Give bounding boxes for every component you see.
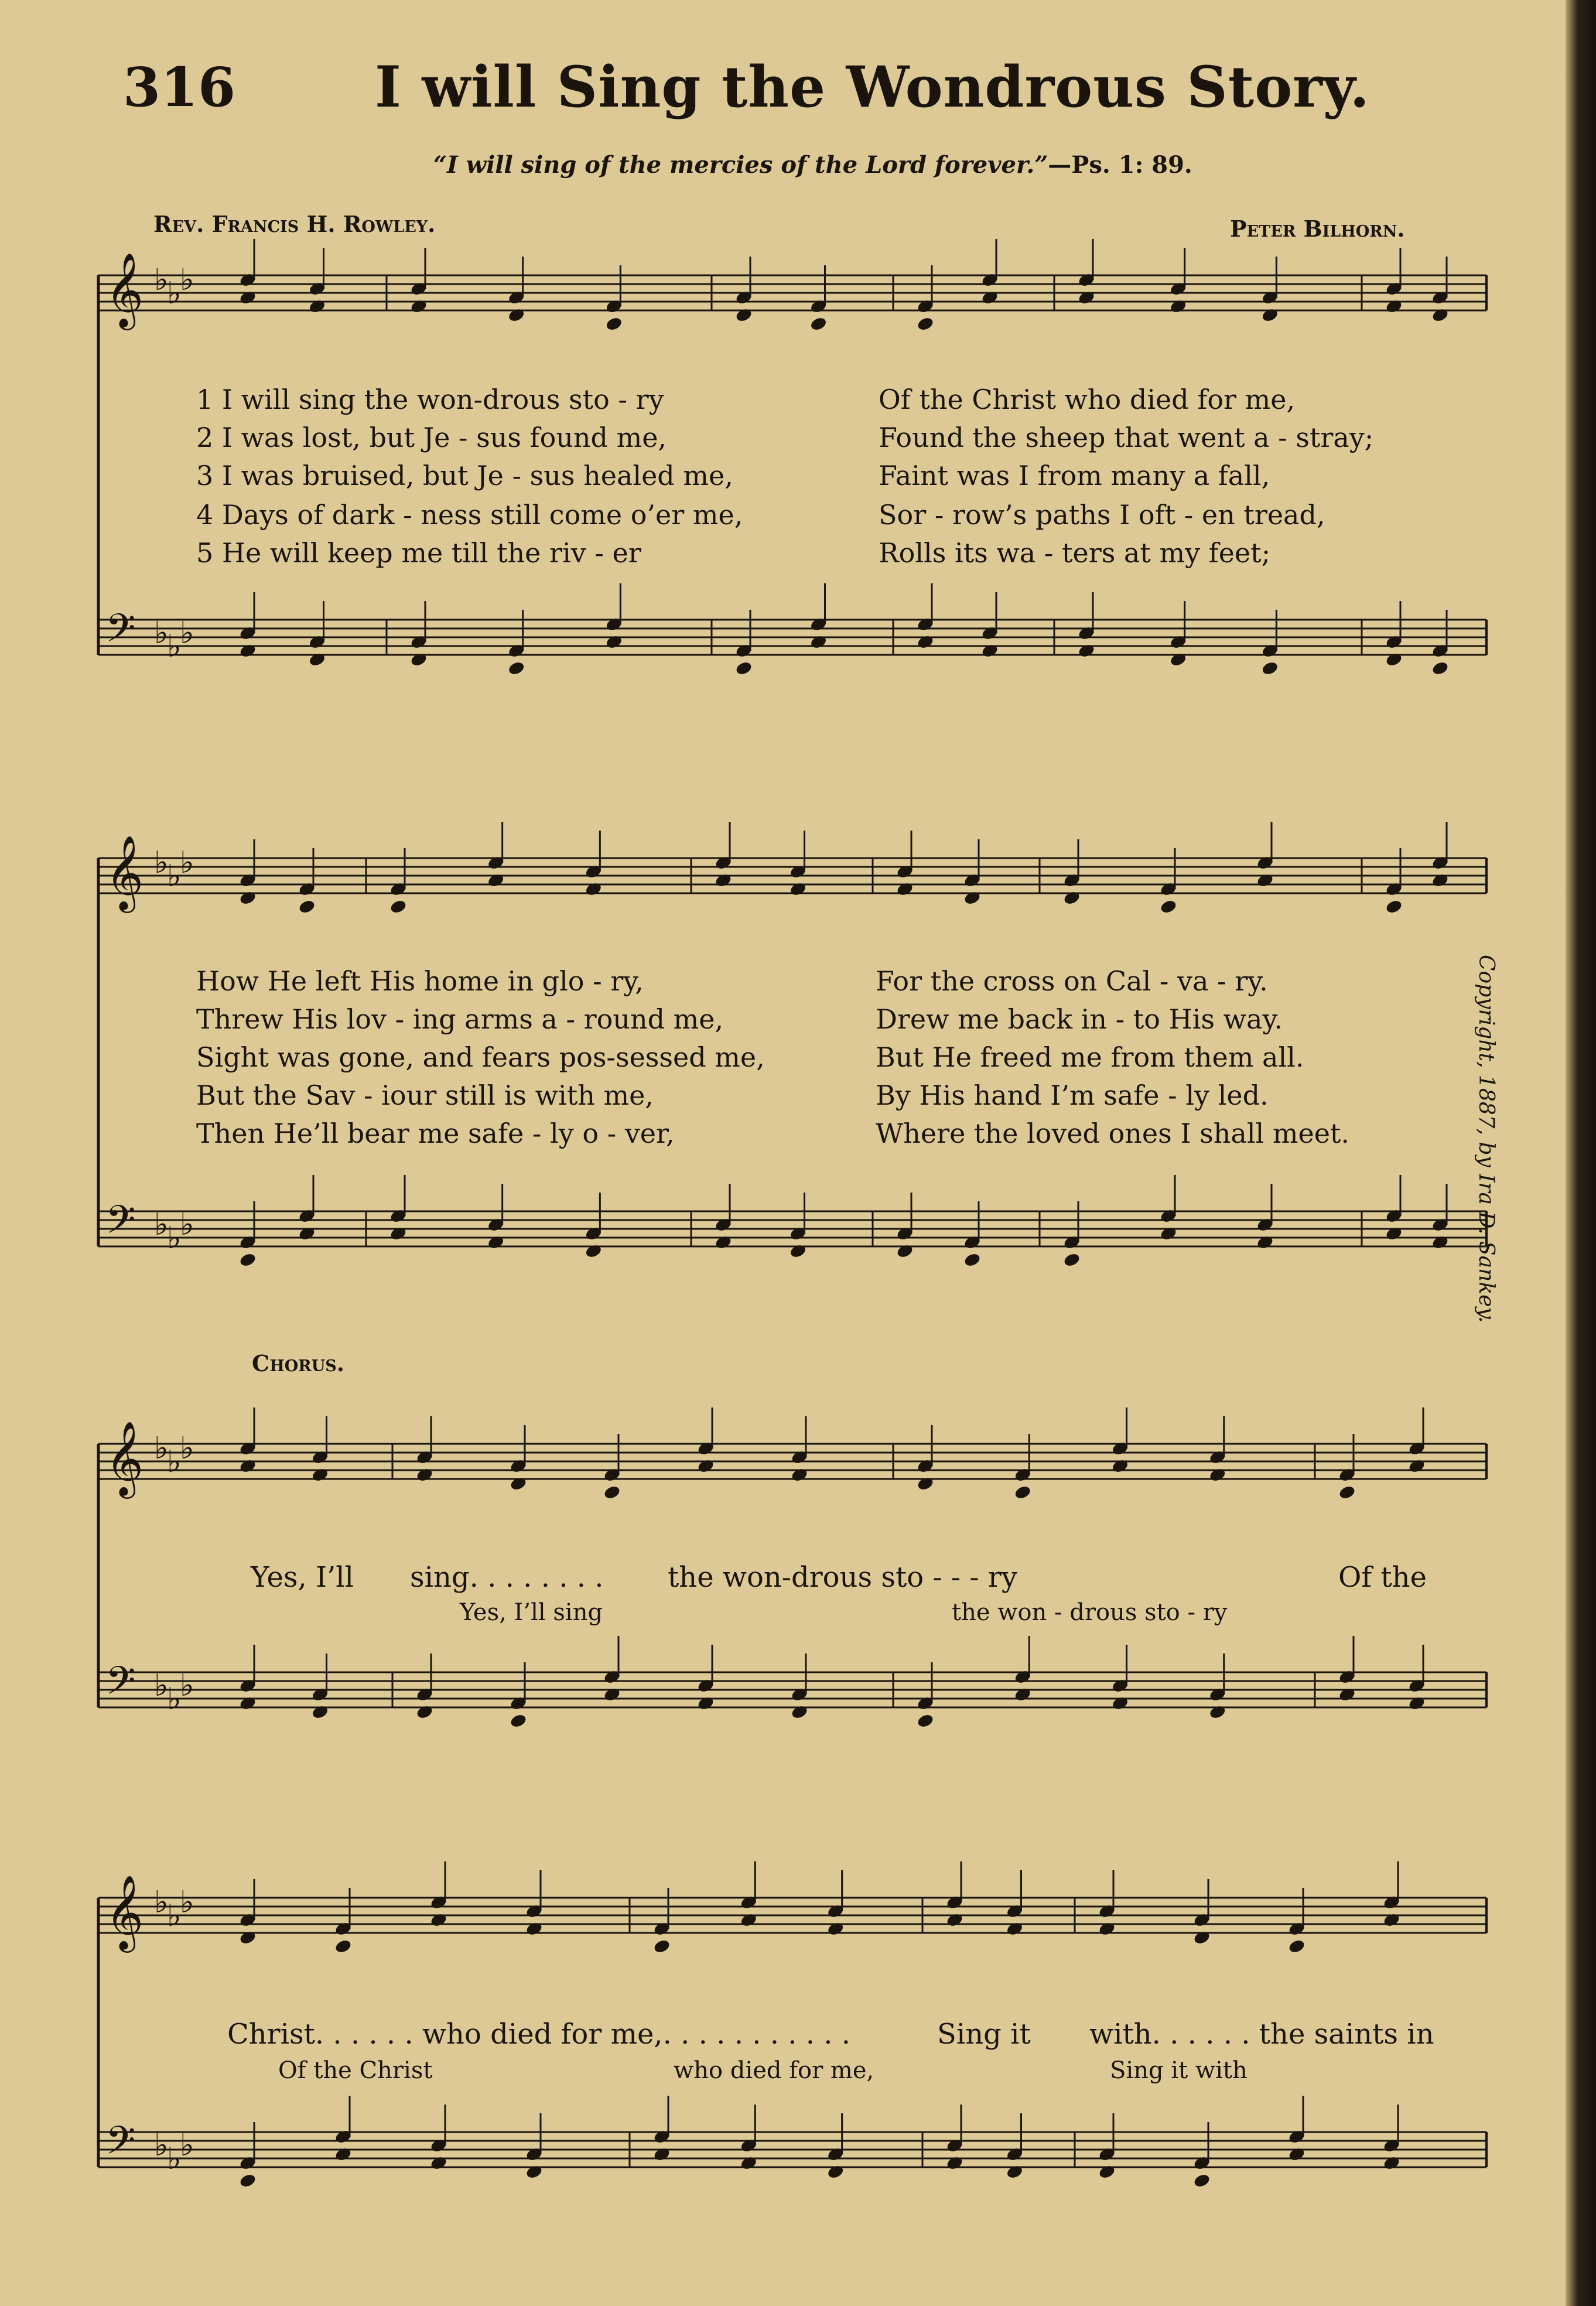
note-head	[507, 660, 525, 676]
note-head	[809, 634, 828, 650]
verse-line: Sight was gone, and fears pos-sessed me,	[196, 1041, 765, 1073]
note-head	[1098, 1921, 1116, 1936]
note-head	[1208, 1704, 1226, 1720]
note-head	[308, 298, 326, 314]
chorus-sublyric: Sing it with	[1110, 2057, 1248, 2084]
note-head	[1256, 872, 1274, 888]
note-head	[896, 1243, 914, 1259]
note-head	[652, 1938, 671, 1954]
note-head	[1385, 651, 1403, 667]
note-head	[238, 1695, 257, 1711]
note-head	[740, 1912, 758, 1928]
chorus-sublyric: Of the Christ	[278, 2057, 433, 2084]
note-head	[652, 2146, 671, 2162]
note-head	[1014, 1686, 1032, 1702]
note-head	[238, 1929, 257, 1945]
note-head	[1382, 2155, 1400, 2171]
epigraph-reference: —Ps. 1: 89.	[1048, 151, 1192, 179]
note-head	[603, 1686, 621, 1702]
bass-clef-icon: 𝄢	[105, 1197, 136, 1252]
note-head	[238, 2172, 257, 2188]
flat-icon: ♭	[154, 262, 169, 298]
note-head	[789, 1243, 807, 1259]
flat-icon: ♭	[180, 845, 194, 880]
flat-icon: ♭	[167, 276, 182, 311]
note-head	[809, 316, 828, 332]
note-head	[734, 307, 753, 323]
note-head	[525, 1921, 543, 1936]
note-head	[1338, 1686, 1356, 1702]
note-head	[1287, 2146, 1305, 2162]
note-head	[311, 1704, 329, 1720]
note-head	[409, 651, 428, 667]
flat-icon: ♭	[167, 1221, 182, 1256]
flat-icon: ♭	[167, 1898, 182, 1933]
verse-line: By His hand I’m safe - ly led.	[876, 1079, 1269, 1111]
composer-credit: Peter Bilhorn.	[1230, 216, 1405, 242]
note-head	[1431, 660, 1449, 676]
note-head	[1014, 1484, 1032, 1500]
verse-line: 2 I was lost, but Je - sus found me,	[196, 422, 667, 453]
verse-line: How He left His home in glo - ry,	[196, 965, 644, 997]
note-head	[1077, 289, 1095, 305]
note-head	[238, 1252, 257, 1268]
note-head	[1431, 1234, 1449, 1250]
note-head	[238, 643, 257, 658]
note-head	[790, 1704, 808, 1720]
note-head	[429, 2155, 447, 2171]
note-head	[1077, 643, 1095, 658]
note-head	[696, 1458, 715, 1474]
note-head	[298, 1225, 316, 1241]
note-head	[740, 2155, 758, 2171]
note-head	[789, 881, 807, 897]
note-head	[415, 1467, 433, 1482]
note-head	[409, 298, 428, 314]
chorus-sublyric: who died for me,	[674, 2057, 874, 2084]
chorus-sublyric: the won - drous sto - ry	[952, 1599, 1228, 1626]
verse-line: Then He’ll bear me safe - ly o - ver,	[196, 1118, 675, 1149]
chorus-label: Chorus.	[252, 1350, 344, 1376]
verse-line: Drew me back in - to His way.	[876, 1003, 1283, 1035]
chorus-lyric: Sing it	[937, 2018, 1031, 2051]
flat-icon: ♭	[167, 1682, 182, 1717]
note-head	[896, 881, 914, 897]
note-head	[963, 890, 981, 906]
bass-clef-icon: 𝄢	[105, 1658, 136, 1713]
note-head	[334, 1938, 352, 1954]
note-head	[1192, 1929, 1211, 1945]
note-head	[1169, 651, 1187, 667]
note-head	[916, 316, 934, 332]
note-head	[916, 1713, 934, 1728]
verse-line: Where the loved ones I shall meet.	[876, 1118, 1350, 1149]
verse-line: For the cross on Cal - va - ry.	[876, 965, 1268, 997]
note-head	[1287, 1938, 1305, 1954]
flat-icon: ♭	[154, 1885, 169, 1920]
verse-line: 5 He will keep me till the riv - er	[196, 537, 641, 569]
flat-icon: ♭	[180, 1885, 194, 1920]
flat-icon: ♭	[154, 1668, 169, 1703]
note-head	[605, 634, 623, 650]
hymn-title: I will Sing the Wondrous Story.	[375, 54, 1370, 120]
flat-icon: ♭	[154, 2128, 169, 2163]
note-head	[1256, 1234, 1274, 1250]
note-head	[238, 1458, 257, 1474]
flat-icon: ♭	[180, 1668, 194, 1703]
treble-clef-icon: 𝄞	[105, 252, 144, 327]
note-head	[1192, 2172, 1211, 2188]
note-head	[826, 1921, 845, 1936]
note-head	[1098, 2164, 1116, 2179]
note-head	[605, 316, 623, 332]
note-head	[1208, 1467, 1226, 1482]
chorus-lyric: Yes, I’ll	[251, 1561, 354, 1594]
flat-icon: ♭	[180, 1207, 194, 1242]
flat-icon: ♭	[154, 1207, 169, 1242]
verse-line: But He freed me from them all.	[876, 1041, 1304, 1073]
chorus-sublyric: Yes, I’ll sing	[460, 1599, 603, 1626]
note-head	[585, 1243, 603, 1259]
note-head	[311, 1467, 329, 1482]
note-head	[916, 1475, 934, 1491]
verse-line: But the Sav - iour still is with me,	[196, 1079, 654, 1111]
note-head	[1062, 1252, 1081, 1268]
note-head	[487, 1234, 505, 1250]
note-head	[1385, 899, 1403, 914]
note-head	[1431, 872, 1449, 888]
verse-line: Of the Christ who died for me,	[879, 384, 1296, 415]
flat-icon: ♭	[180, 262, 194, 298]
flat-icon: ♭	[167, 859, 182, 894]
note-head	[507, 307, 525, 323]
note-head	[945, 2155, 963, 2171]
verse-line: Threw His lov - ing arms a - round me,	[196, 1003, 724, 1035]
verse-line: 4 Days of dark - ness still come o’er me,	[196, 499, 743, 531]
flat-icon: ♭	[167, 2141, 182, 2177]
verse-line: Found the sheep that went a - stray;	[879, 422, 1374, 453]
note-head	[714, 1234, 732, 1250]
chorus-lyric: sing. . . . . . . .	[410, 1561, 604, 1594]
note-head	[1385, 298, 1403, 314]
chorus-lyric: Christ. . . . . . who died for me,. . . . . . . . . . .	[227, 2018, 851, 2051]
verse-line: 3 I was bruised, but Je - sus healed me,	[196, 460, 733, 491]
note-head	[238, 890, 257, 906]
note-head	[1159, 1225, 1177, 1241]
note-head	[603, 1484, 621, 1500]
note-head	[1407, 1695, 1426, 1711]
note-head	[1385, 1225, 1403, 1241]
chorus-lyric: with. . . . . . the saints in	[1089, 2018, 1434, 2051]
bass-clef-icon: 𝄢	[105, 2118, 136, 2172]
note-head	[734, 660, 753, 676]
note-head	[1006, 1921, 1024, 1936]
note-head	[389, 1225, 407, 1241]
flat-icon: ♭	[180, 616, 194, 651]
note-head	[308, 651, 326, 667]
treble-clef-icon: 𝄞	[105, 1420, 144, 1495]
verse-line: 1 I will sing the won-drous sto - ry	[196, 384, 664, 415]
note-head	[509, 1475, 527, 1491]
note-head	[1062, 890, 1081, 906]
flat-icon: ♭	[154, 616, 169, 651]
copyright-notice: Copyright, 1887, by Ira D. Sankey.	[1474, 955, 1498, 1323]
note-head	[487, 872, 505, 888]
note-head	[334, 2146, 352, 2162]
note-head	[1111, 1695, 1129, 1711]
note-head	[980, 289, 999, 305]
page-number: 316	[123, 56, 236, 119]
note-head	[525, 2164, 543, 2179]
flat-icon: ♭	[180, 1431, 194, 1466]
verse-line: Rolls its wa - ters at my feet;	[879, 537, 1271, 569]
note-head	[1431, 307, 1449, 323]
note-head	[415, 1704, 433, 1720]
treble-clef-icon: 𝄞	[105, 835, 144, 910]
verse-line: Sor - row’s paths I oft - en tread,	[879, 499, 1325, 531]
flat-icon: ♭	[154, 845, 169, 880]
note-head	[1006, 2164, 1024, 2179]
flat-icon: ♭	[167, 1444, 182, 1480]
note-head	[1111, 1458, 1129, 1474]
chorus-lyric: Of the	[1338, 1561, 1427, 1594]
flat-icon: ♭	[154, 1431, 169, 1466]
note-head	[389, 899, 407, 914]
note-head	[1261, 660, 1279, 676]
note-head	[696, 1695, 715, 1711]
bass-clef-icon: 𝄢	[105, 606, 136, 660]
note-head	[1382, 1912, 1400, 1928]
note-head	[298, 899, 316, 914]
note-head	[238, 289, 257, 305]
note-head	[429, 1912, 447, 1928]
treble-clef-icon: 𝄞	[105, 1874, 144, 1949]
note-head	[509, 1713, 527, 1728]
note-head	[790, 1467, 808, 1482]
epigraph-quote: “I will sing of the mercies of the Lord forever.”	[433, 151, 1048, 179]
flat-icon: ♭	[180, 2128, 194, 2163]
verse-line: Faint was I from many a fall,	[879, 460, 1270, 491]
note-head	[1261, 307, 1279, 323]
note-head	[1169, 298, 1187, 314]
note-head	[1159, 899, 1177, 914]
flat-icon: ♭	[167, 629, 182, 664]
note-head	[980, 643, 999, 658]
author-credit: Rev. Francis H. Rowley.	[153, 211, 436, 237]
note-head	[916, 634, 934, 650]
note-head	[714, 872, 732, 888]
note-head	[826, 2164, 845, 2179]
note-head	[963, 1252, 981, 1268]
note-head	[1407, 1458, 1426, 1474]
note-head	[945, 1912, 963, 1928]
note-head	[1338, 1484, 1356, 1500]
note-head	[585, 881, 603, 897]
chorus-lyric: the won-drous sto - - - ry	[668, 1561, 1017, 1594]
